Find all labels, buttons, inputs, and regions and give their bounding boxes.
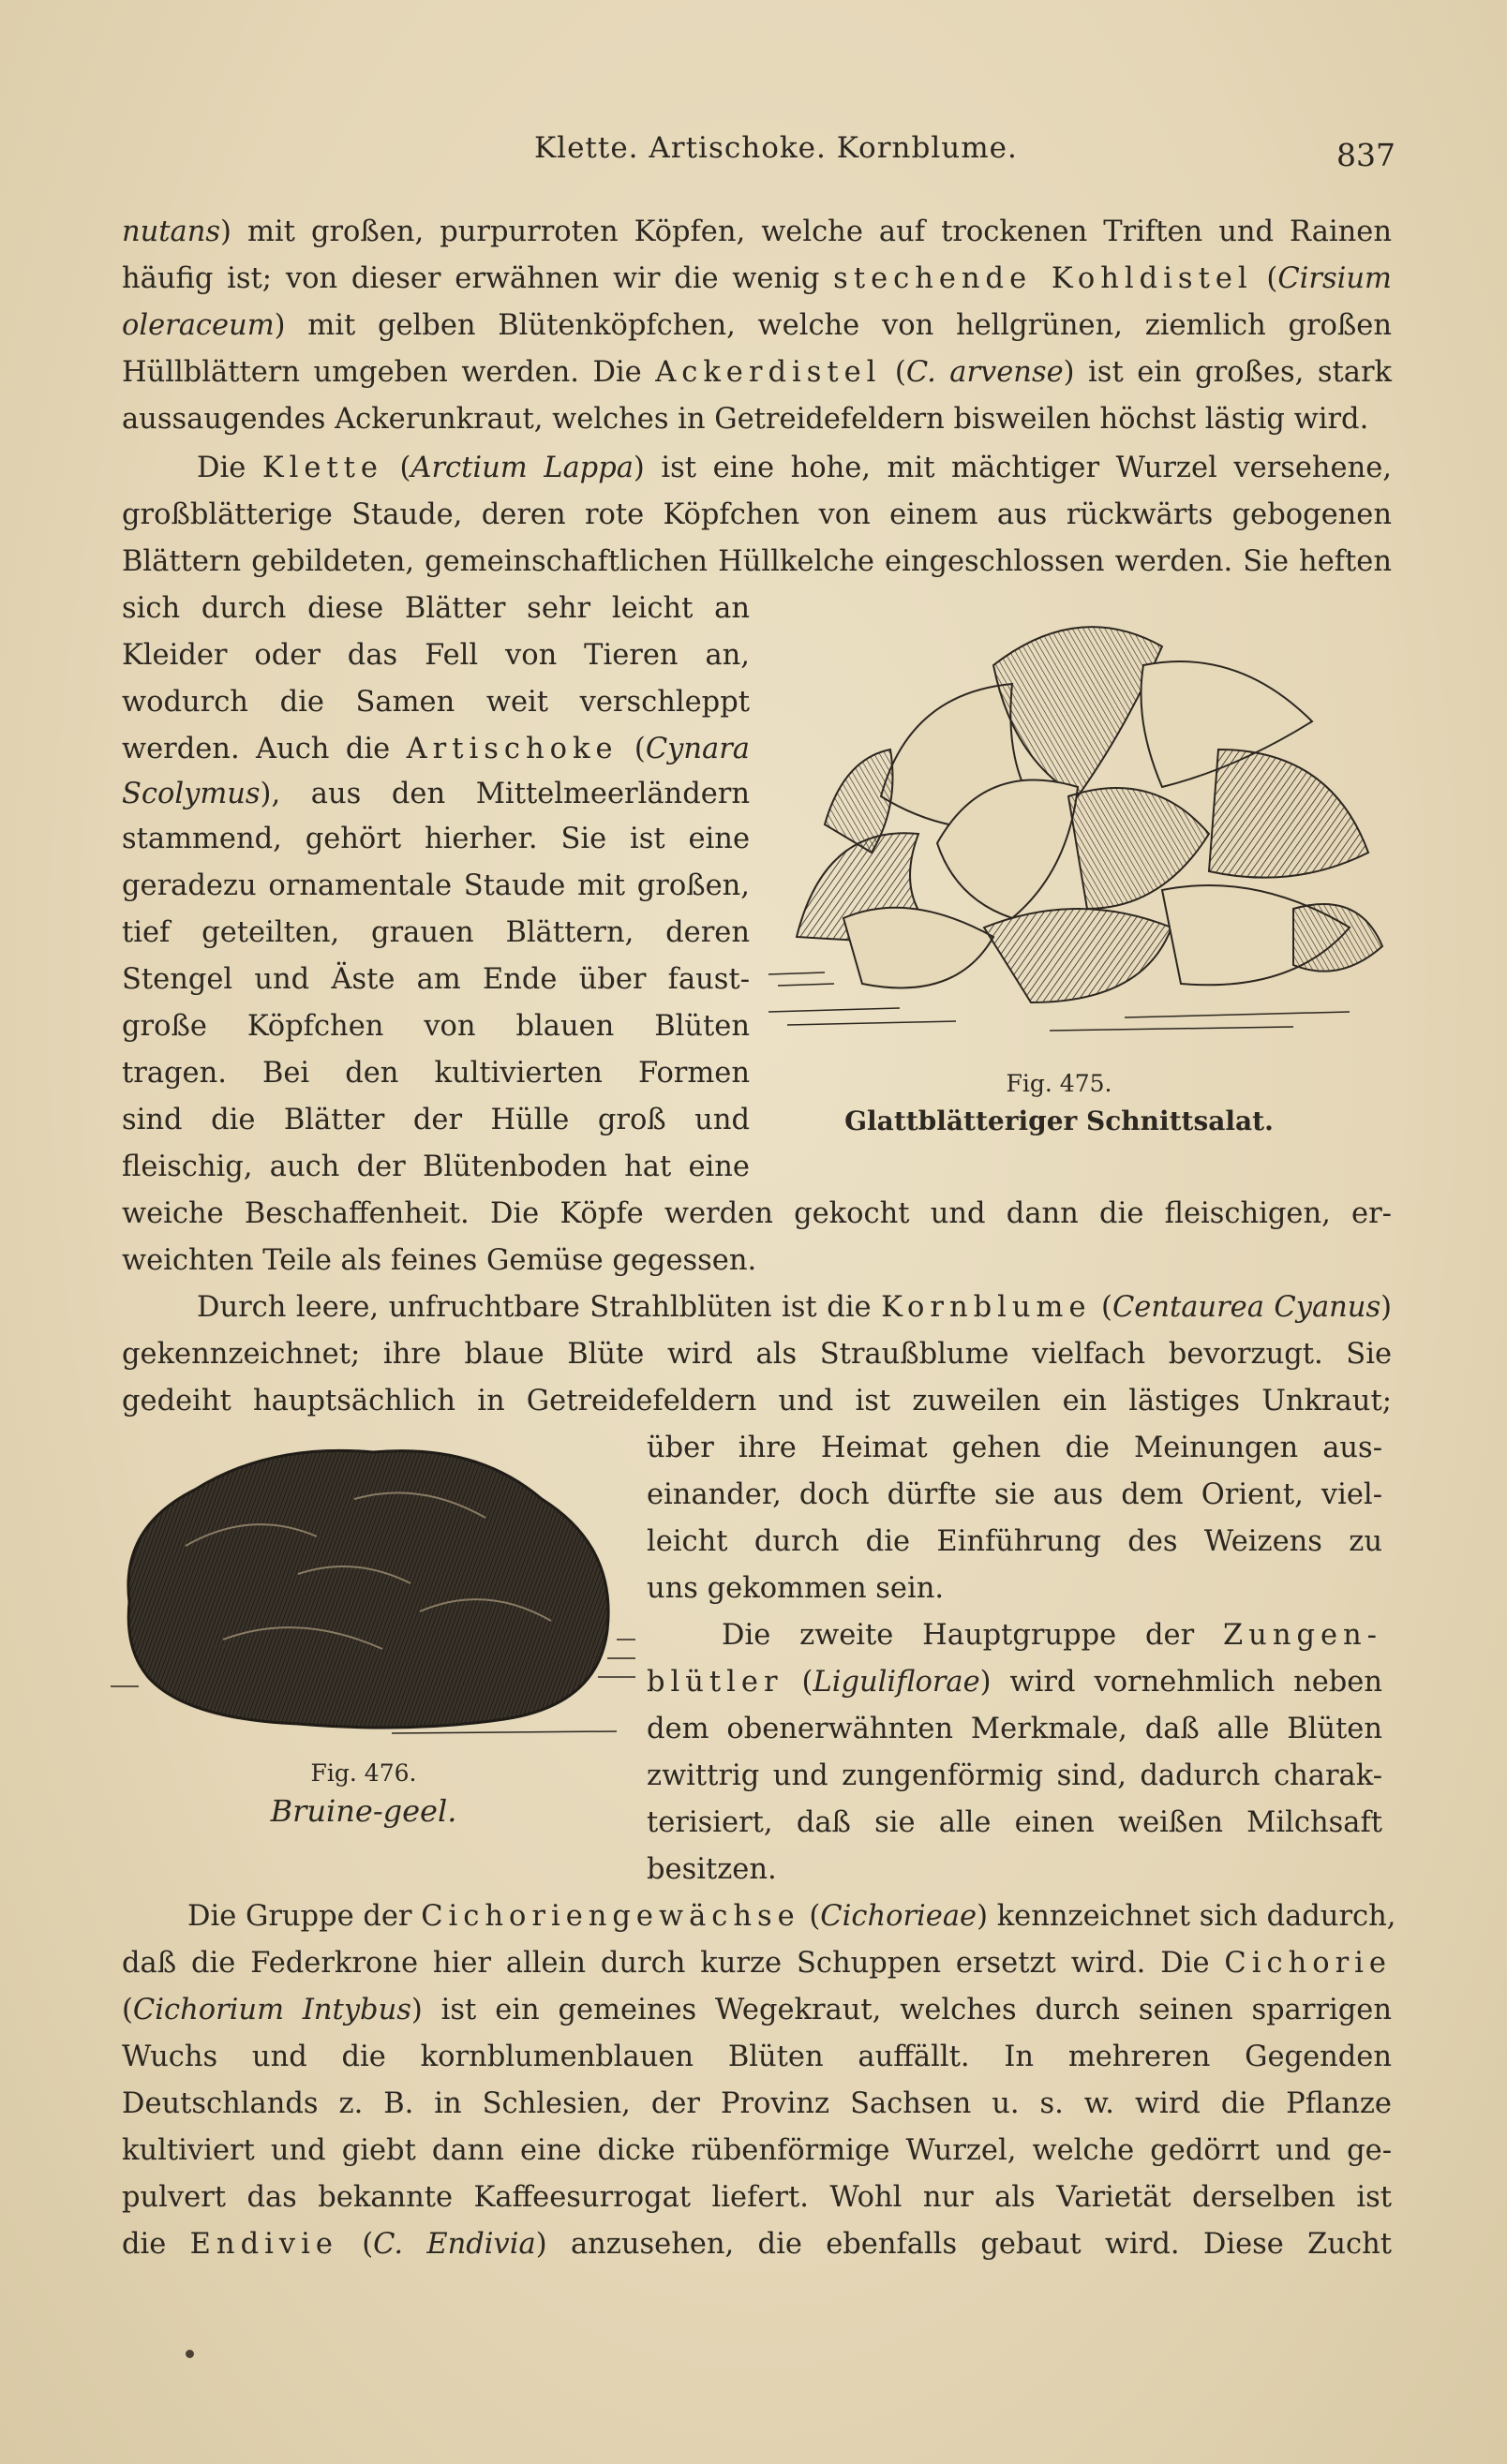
page-header bbox=[0, 131, 1507, 178]
text-line: die Endivie (C. Endivia) anzusehen, die ebenfalls gebaut wird. Diese Zucht bbox=[122, 2228, 1392, 2261]
text-line: stammend, gehört hierher. Sie ist eine bbox=[122, 823, 750, 855]
lettuce-head-illustration bbox=[111, 1424, 635, 1743]
text-line: gedeiht hauptsächlich in Getreidefeldern und ist zuweilen ein lästiges Unkraut; bbox=[122, 1385, 1392, 1418]
text-line: nutans) mit großen, purpurroten Köpfen, welche auf trockenen Triften und Rainen bbox=[122, 215, 1392, 248]
text-line: weichten Teile als feines Gemüse gegessen. bbox=[122, 1244, 757, 1277]
figure-476 bbox=[111, 1424, 635, 1846]
text-line: Durch leere, unfruchtbare Strahlblüten ist die Kornblume (Centaurea Cyanus) bbox=[197, 1291, 1393, 1324]
text-line: werden. Auch die Artischoke (Cynara bbox=[122, 733, 750, 765]
text-line: tief geteilten, grauen Blättern, deren bbox=[122, 916, 750, 949]
text-line: Hüllblättern umgeben werden. Die Ackerdistel (C. arvense) ist ein großes, stark bbox=[122, 356, 1392, 389]
text-line: zwittrig und zungenförmig sind, dadurch charak- bbox=[647, 1759, 1382, 1792]
text-line: besitzen. bbox=[647, 1853, 777, 1886]
page-number: 837 bbox=[1336, 137, 1395, 173]
text-line: sich durch diese Blätter sehr leicht an bbox=[122, 592, 750, 625]
text-line: oleraceum) mit gelben Blütenköpfchen, welche von hellgrünen, ziemlich großen bbox=[122, 309, 1392, 342]
text-line: kultiviert und giebt dann eine dicke rübenförmige Wurzel, welche gedörrt und ge- bbox=[122, 2134, 1392, 2167]
ink-speck bbox=[186, 2350, 194, 2358]
text-line: über ihre Heimat gehen die Meinungen aus- bbox=[647, 1432, 1382, 1464]
text-line: (Cichorium Intybus) ist ein gemeines Wegekraut, welches durch seinen sparrigen bbox=[122, 1994, 1392, 2026]
running-title: Klette. Artischoke. Kornblume. bbox=[534, 131, 1018, 165]
text-line: leicht durch die Einführung des Weizens zu bbox=[647, 1525, 1382, 1558]
text-line: uns gekommen sein. bbox=[647, 1572, 945, 1605]
figure-475 bbox=[768, 609, 1387, 1171]
text-line: einander, doch dürfte sie aus dem Orient, viel- bbox=[647, 1478, 1382, 1511]
text-line: terisiert, daß sie alle einen weißen Milchsaft bbox=[647, 1806, 1382, 1839]
figure-476-number: Fig. 476. bbox=[310, 1759, 417, 1787]
text-line: Deutschlands z. B. in Schlesien, der Provinz Sachsen u. s. w. wird die Pflanze bbox=[122, 2087, 1392, 2120]
text-line: pulvert das bekannte Kaffeesurrogat liefert. Wohl nur als Varietät derselben ist bbox=[122, 2181, 1392, 2214]
text-line: große Köpfchen von blauen Blüten bbox=[122, 1010, 750, 1043]
text-line: Blättern gebildeten, gemeinschaftlichen Hüllkelche eingeschlossen werden. Sie heften bbox=[122, 545, 1392, 578]
figure-475-number: Fig. 475. bbox=[1006, 1070, 1112, 1097]
text-line: geradezu ornamentale Staude mit großen, bbox=[122, 869, 750, 902]
text-line: Kleider oder das Fell von Tieren an, bbox=[122, 639, 750, 672]
text-line: häufig ist; von dieser erwähnen wir die wenig stechende Kohldistel (Cirsium bbox=[122, 262, 1392, 295]
text-line: Die Gruppe der Cichoriengewächse (Cichorieae) kennzeichnet sich dadurch, bbox=[187, 1900, 1396, 1933]
text-line: Scolymus), aus den Mittelmeerländern bbox=[122, 778, 750, 810]
text-line: wodurch die Samen weit verschleppt bbox=[122, 686, 750, 719]
text-line: blütler (Liguliflorae) wird vornehmlich neben bbox=[647, 1666, 1382, 1699]
figure-475-caption: Glattblätteriger Schnittsalat. bbox=[844, 1106, 1274, 1136]
text-line: gekennzeichnet; ihre blaue Blüte wird als Straußblume vielfach bevorzugt. Sie bbox=[122, 1338, 1392, 1371]
text-line: großblätterige Staude, deren rote Köpfchen von einem aus rückwärts gebogenen bbox=[122, 498, 1392, 531]
text-line: sind die Blätter der Hülle groß und bbox=[122, 1104, 750, 1136]
text-line: tragen. Bei den kultivierten Formen bbox=[122, 1057, 750, 1090]
text-line: Wuchs und die kornblumenblauen Blüten auffällt. In mehreren Gegenden bbox=[122, 2041, 1392, 2073]
text-line: dem obenerwähnten Merkmale, daß alle Blüten bbox=[647, 1713, 1382, 1745]
text-line: weiche Beschaffenheit. Die Köpfe werden gekocht und dann die fleischigen, er- bbox=[122, 1197, 1392, 1230]
lettuce-illustration bbox=[768, 609, 1387, 1049]
text-line: daß die Federkrone hier allein durch kurze Schuppen ersetzt wird. Die Cichorie bbox=[122, 1947, 1392, 1980]
text-line: fleischig, auch der Blütenboden hat eine bbox=[122, 1150, 750, 1183]
text-line: Die zweite Hauptgruppe der Zungen- bbox=[722, 1619, 1382, 1652]
text-line: aussaugendes Ackerunkraut, welches in Getreidefeldern bisweilen höchst lästig wird. bbox=[122, 403, 1369, 436]
text-line: Stengel und Äste am Ende über faust- bbox=[122, 963, 750, 996]
text-line: Die Klette (Arctium Lappa) ist eine hohe, mit mächtiger Wurzel versehene, bbox=[197, 452, 1392, 484]
figure-476-caption: Bruine-geel. bbox=[270, 1793, 457, 1829]
